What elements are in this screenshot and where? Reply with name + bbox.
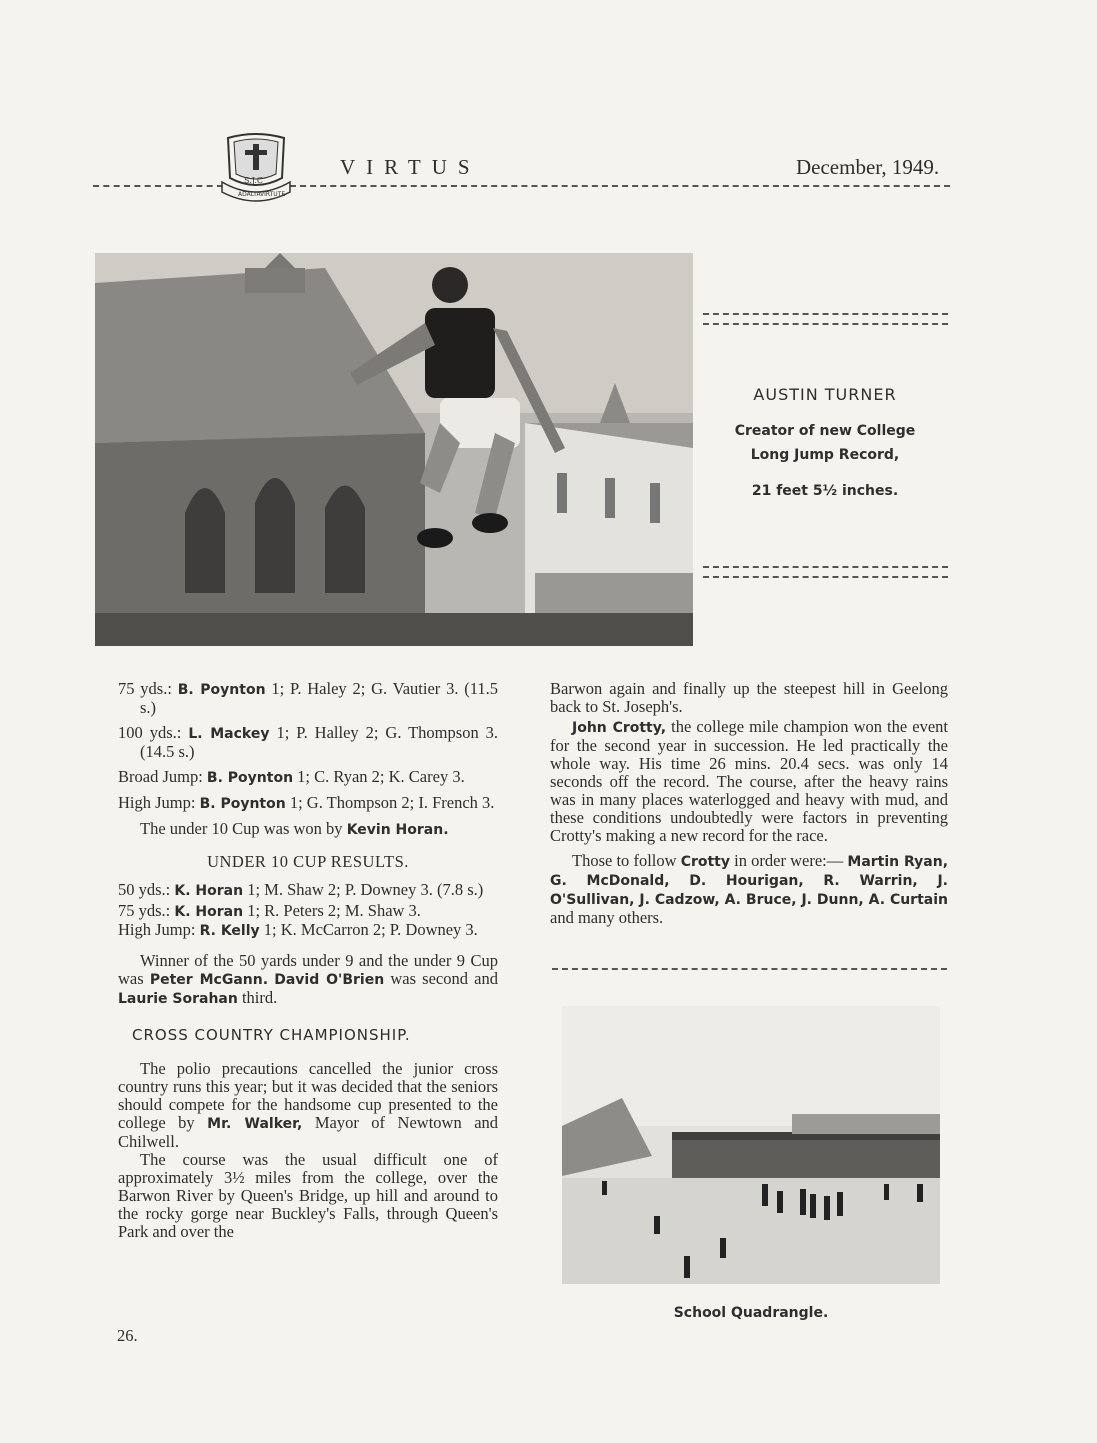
page-number: 26. <box>117 1326 138 1345</box>
result-high-jump: High Jump: B. Poynton 1; G. Thompson 2; I. French 3. <box>118 793 495 812</box>
u10-result-50yds: 50 yds.: K. Horan 1; M. Shaw 2; P. Downey 3. (7.8 s.) <box>118 880 484 899</box>
crest-motto-right: VIRTUTE <box>260 191 286 198</box>
right-column-rule <box>552 968 947 970</box>
under9-winners: Winner of the 50 yards under 9 and the under 9 Cup was Peter McGann. David O'Brien was second and Laurie Sorahan third. <box>118 951 498 1007</box>
under10-cup-winner: The under 10 Cup was won by Kevin Horan. <box>140 819 449 838</box>
header-rule-right <box>290 185 950 187</box>
cross-country-para-1: The polio precautions cancelled the junior cross country runs this year; but it was decided that the seniors should compete for the handsome cup presented to the college by Mr. Walker, Mayor of Newtown and Chilwell. <box>118 1059 499 1151</box>
school-quadrangle-photo <box>562 1006 940 1284</box>
result-75yds: 75 yds.: B. Poynton 1; P. Haley 2; G. Vautier 3. (11.5 s.) <box>118 679 499 717</box>
crest-motto-left: ADALTA <box>238 191 261 198</box>
crotty-report: John Crotty, the college mile champion won the event for the second year in succession. He led practically the whole way. His time 26 mins. 20.4 secs. was only 14 seconds off the record. The course, after the heavy rains was in many places waterlogged and heavy with mud, and these conditions undoubtedly were factors in preventing Crotty's making a new record for the race. <box>550 717 948 845</box>
long-jump-photo <box>95 253 693 646</box>
publication-title: VIRTUS <box>340 155 481 179</box>
feature-caption-line-3: 21 feet 5½ inches. <box>751 483 899 499</box>
right-column <box>550 680 948 934</box>
result-100yds: 100 yds.: L. Mackey 1; P. Halley 2; G. Thompson 3. (14.5 s.) <box>118 723 499 761</box>
course-continued: Barwon again and finally up the steepest hill in Geelong back to St. Joseph's. <box>550 679 948 716</box>
quadrangle-caption: School Quadrangle. <box>673 1305 829 1321</box>
crest-initials: S.J.C <box>244 176 263 185</box>
cross-country-para-2: The course was the usual difficult one of approximately 3½ miles from the college, over the Barwon River by Queen's Bridge, up hill and around to the rocky gorge near Buckley's Falls, through Queen's Park and over the <box>118 1150 498 1241</box>
feature-caption-line-1: Creator of new College <box>734 423 916 439</box>
left-column <box>118 680 498 1248</box>
caption-rule-bottom <box>703 566 948 578</box>
cross-country-heading: CROSS COUNTRY CHAMPIONSHIP. <box>132 1026 411 1044</box>
feature-name: AUSTIN TURNER <box>753 385 897 404</box>
u10-result-75yds: 75 yds.: K. Horan 1; R. Peters 2; M. Shaw 3. <box>118 901 421 920</box>
feature-caption-line-2: Long Jump Record, <box>750 447 900 463</box>
header-rule-left <box>93 185 223 187</box>
caption-rule-top <box>703 313 948 325</box>
issue-date: December, 1949. <box>796 155 940 179</box>
followers-list: Those to follow Crotty in order were:— Martin Ryan, G. McDonald, D. Hourigan, R. Warrin, J. O'Sullivan, J. Cadzow, A. Bruce, J. Dunn, A. Curtain and many others. <box>550 851 949 927</box>
college-crest <box>220 130 292 210</box>
u10-result-high-jump: High Jump: R. Kelly 1; K. McCarron 2; P. Downey 3. <box>118 920 478 939</box>
under10-heading: UNDER 10 CUP RESULTS. <box>207 852 409 871</box>
result-broad-jump: Broad Jump: B. Poynton 1; C. Ryan 2; K. Carey 3. <box>118 767 465 786</box>
